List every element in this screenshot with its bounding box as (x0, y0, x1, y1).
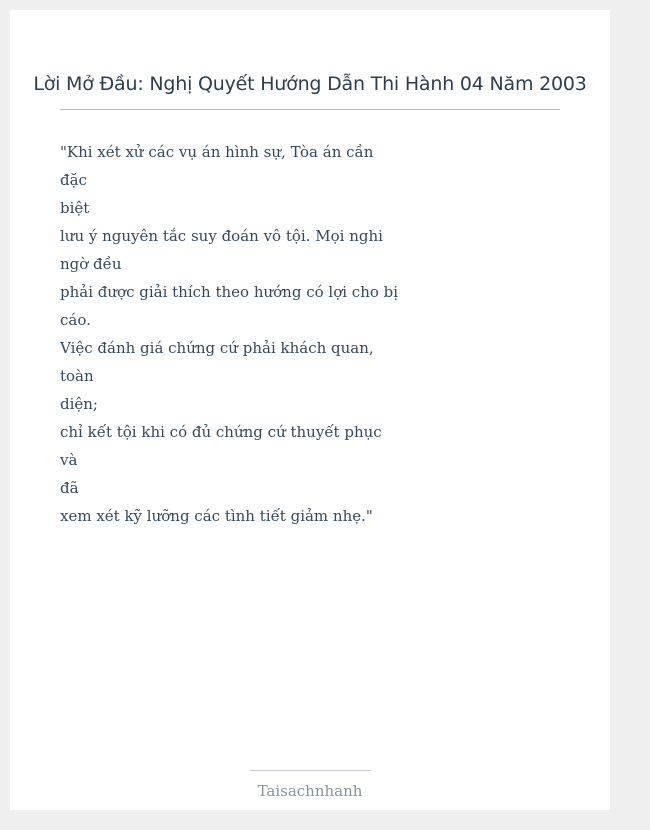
quote-line: lưu ý nguyên tắc suy đoán vô tội. Mọi nghi (60, 227, 383, 245)
quote-line: biệt (60, 199, 90, 217)
quote-block (60, 138, 400, 530)
quote-line: diện; (60, 395, 98, 413)
quote-line: "Khi xét xử các vụ án hình sự, Tòa án cần đặc (60, 143, 374, 189)
quote-line: ngờ đều (60, 255, 122, 273)
quote-line: xem xét kỹ lưỡng các tình tiết giảm nhẹ." (60, 507, 373, 525)
footer-divider (250, 770, 371, 771)
quote-line: phải được giải thích theo hướng có lợi cho bị (60, 283, 399, 301)
page-title: Lời Mở Đầu: Nghị Quyết Hướng Dẫn Thi Hành 04 Năm 2003 (33, 73, 587, 95)
quote-line: đã (60, 479, 79, 497)
quote-line: Việc đánh giá chứng cứ phải khách quan, toàn (60, 339, 374, 385)
quote-line: chỉ kết tội khi có đủ chứng cứ thuyết phục và (60, 423, 382, 469)
title-divider (60, 109, 560, 110)
document-page (10, 10, 610, 810)
quote-line: cáo. (60, 311, 91, 329)
footer-brand: Taisachnhanh (257, 782, 363, 800)
